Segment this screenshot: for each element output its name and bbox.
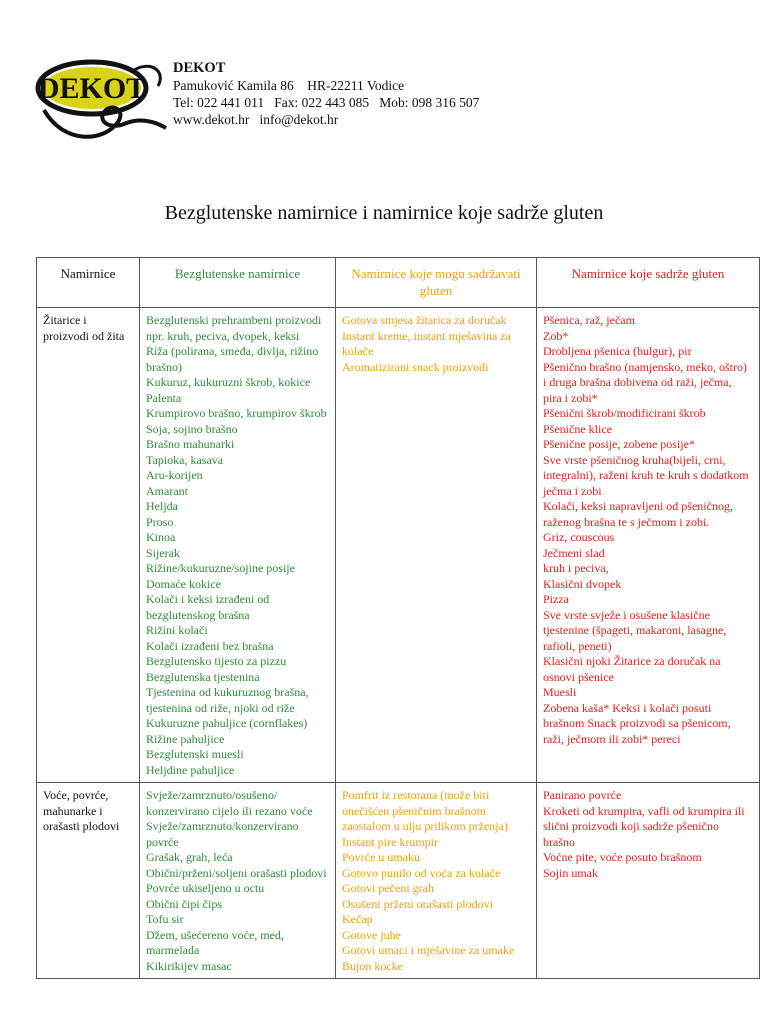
list-item: Kukuruzne pahuljice (cornflakes) — [146, 716, 308, 730]
gluten-free-cell — [140, 308, 336, 783]
list-item: kruh i peciva, — [543, 561, 609, 575]
list-item: Povrće u umaku — [342, 850, 420, 864]
list-item: Aromatizirani snack proizvodi — [342, 359, 489, 374]
table-row — [37, 308, 760, 783]
list-item: Sve vrste pšeničnog kruha(bijeli, crni, integralni), raženi kruh te kruh s dodatkom ječma i zobi — [543, 452, 749, 498]
list-item: Heljda — [146, 499, 178, 513]
list-item: Gotovo punilo od voća za kolače — [342, 865, 501, 880]
item-list — [342, 788, 530, 974]
list-item: Pšenični škrob/modificirani škrob — [543, 406, 706, 420]
food-table — [36, 257, 760, 979]
list-item: Pizza — [543, 592, 569, 606]
list-item: Svježe/zamrznuto/konzervirano povrće — [146, 819, 299, 849]
item-list — [543, 788, 753, 881]
may-contain-cell — [336, 783, 537, 979]
list-item: Domaće kokice — [146, 576, 221, 591]
list-item: Proso — [146, 514, 174, 529]
list-item: Muesli — [543, 685, 577, 699]
list-item: Griz, couscous — [543, 530, 615, 544]
list-item: Pšenica, raž, ječam — [543, 313, 635, 327]
list-item: Rižine/kukuruzne/sojine posije — [146, 561, 295, 575]
company-phones: Tel: 022 441 011 Fax: 022 443 085 Mob: 098 316 507 — [173, 95, 480, 110]
list-item: Voćne pite, voće posuto brašnom — [543, 850, 702, 864]
list-item: Pšenične posije, zobene posije* — [543, 437, 695, 451]
company-name: DEKOT — [173, 60, 226, 76]
list-item: Sojin umak — [543, 865, 599, 880]
list-item: Drobljena pšenica (bulgur), pir — [543, 344, 692, 358]
item-list — [146, 313, 329, 778]
table-header-row — [37, 258, 760, 308]
list-item: Kukuruz, kukuruzni škrob, kokice — [146, 375, 311, 389]
category-cell: Voće, povrće, mahunarke i orašasti plodovi — [37, 783, 140, 979]
list-item: Instant kreme, instant mješavina za kolače — [342, 328, 511, 358]
list-item: Brašno mahunarki — [146, 437, 235, 451]
list-item: Džem, ušećereno voće, med, marmelada — [146, 927, 284, 957]
list-item: Kolači, keksi napravljeni od pšeničnog, raženog brašna te s ječmom i zobi. — [543, 499, 733, 529]
list-item: Gotovi umaci i mješavine za umake — [342, 943, 515, 957]
list-item: Pšenične klice — [543, 421, 612, 436]
category-cell: Žitarice i proizvodi od žita — [37, 308, 140, 783]
contains-cell — [537, 783, 760, 979]
list-item: Kroketi od krumpira, vafli od krumpira ili slični proizvodi koji sadrže pšenično brašno — [543, 803, 745, 849]
list-item: Obični/prženi/soljeni orašasti plodovi Povrće ukiseljeno u octu — [146, 865, 327, 895]
list-item: Gotova smjesa žitarica za doručak — [342, 313, 507, 327]
list-item: Panirano povrće — [543, 788, 622, 802]
may-contain-cell — [336, 308, 537, 783]
list-item: Pomfrit iz restorana (može biti onečišćen pšeničnim brašnom zaostalom u ulju prilikom prženja) — [342, 788, 508, 833]
list-item: Zob* — [543, 328, 569, 343]
list-item: Bezglutensko tijesto za pizzu — [146, 654, 287, 668]
list-item: Grašak, grah, leća — [146, 850, 233, 864]
company-info — [173, 60, 479, 128]
list-item: Riža (polirana, smeđa, divlja, rižino brašno) — [146, 344, 319, 374]
list-item: Kinoa — [146, 530, 176, 544]
list-item: Bezglutenska tjestenina — [146, 669, 260, 684]
item-list — [146, 788, 329, 974]
list-item: Kikirikijev masac — [146, 958, 232, 973]
list-item: Tjestenina od kukuruznog brašna, tjestenina od riže, njoki od riže — [146, 685, 309, 715]
item-list — [543, 313, 753, 747]
company-web: www.dekot.hr info@dekot.hr — [173, 112, 339, 127]
item-list — [342, 313, 530, 375]
company-address: Pamuković Kamila 86 HR-22211 Vodice — [173, 78, 405, 93]
document-title: Bezglutenske namirnice i namirnice koje sadrže gluten — [164, 202, 604, 224]
gluten-free-cell — [140, 783, 336, 979]
list-item: Palenta — [146, 390, 182, 405]
list-item: Klasični dvopek — [543, 576, 622, 591]
header-may-contain: Namirnice koje mogu sadržavati gluten — [336, 258, 537, 308]
header-gluten-free: Bezglutenske namirnice — [140, 258, 336, 308]
list-item: Obični čipi čips — [146, 896, 222, 911]
list-item: Gotove juhe — [342, 927, 401, 942]
list-item: Amarant — [146, 483, 188, 498]
list-item: Tofu sir — [146, 912, 184, 926]
list-item: Krumpirovo brašno, krumpirov škrob — [146, 406, 327, 420]
dekot-logo — [34, 50, 172, 146]
list-item: Bujon kocke — [342, 958, 403, 973]
list-item: Soja, sojino brašno — [146, 421, 238, 436]
logo-text: DEKOT — [37, 72, 147, 105]
list-item: Rižine pahuljice — [146, 731, 225, 746]
list-item: Sve vrste svježe i osušene klasične tjestenine (špageti, makaroni, lasagne, rafioli, peneti) — [543, 607, 727, 653]
contains-cell — [537, 308, 760, 783]
table-row — [37, 783, 760, 979]
list-item: Kolači izrađeni bez brašna — [146, 638, 274, 653]
list-item: Sijerak — [146, 545, 180, 560]
list-item: Tapioka, kasava — [146, 452, 224, 467]
list-item: Bezglutenski muesli — [146, 747, 244, 761]
list-item: Rižini kolači — [146, 623, 208, 637]
list-item: Kečap — [342, 912, 373, 926]
list-item: Bezglutenski prehrambeni proizvodi npr. kruh, peciva, dvopek, keksi — [146, 313, 322, 343]
list-item: Aru-korijen — [146, 468, 203, 482]
list-item: Pšenično brašno (namjensko, meko, oštro) i druga brašna dobivena od raži, ječma, pira i zobi* — [543, 359, 747, 405]
header-namirnice: Namirnice — [37, 258, 140, 308]
list-item: Kolači i keksi izrađeni od bezglutenskog brašna — [146, 592, 270, 622]
list-item: Svježe/zamrznuto/osušeno/ konzervirano cijelo ili rezano voće — [146, 788, 313, 818]
list-item: Zobena kaša* Keksi i kolači posuti brašnom Snack proizvodi sa pšenicom, raži, ječmom ili zobi* pereci — [543, 700, 731, 746]
list-item: Ječmeni slad — [543, 545, 605, 560]
list-item: Osušeni prženi orašasti plodovi — [342, 896, 493, 911]
list-item: Klasični njoki Žitarice za doručak na osnovi pšenice — [543, 654, 721, 684]
list-item: Heljdine pahuljice — [146, 762, 235, 777]
list-item: Gotovi pečeni grah — [342, 881, 434, 895]
list-item: Instant pire krumpir — [342, 834, 438, 849]
header-contains: Namirnice koje sadrže gluten — [537, 258, 760, 308]
